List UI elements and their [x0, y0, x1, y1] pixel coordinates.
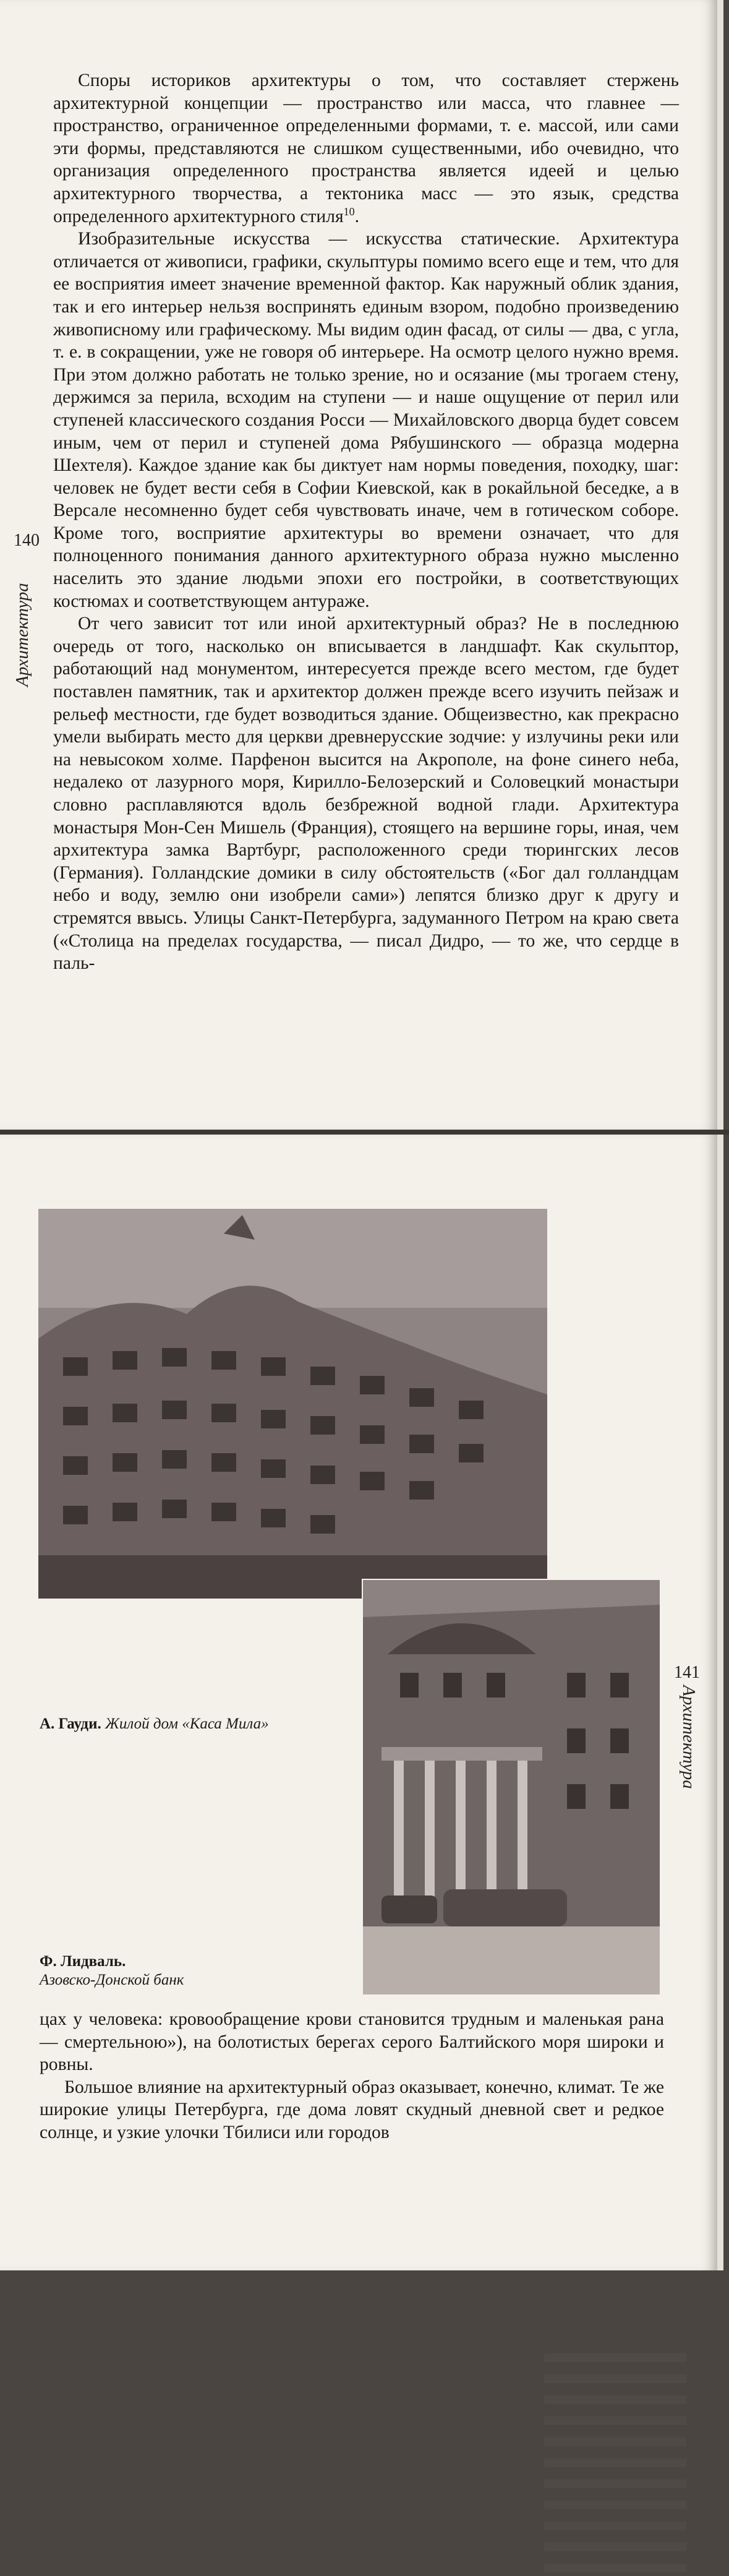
- azov-don-bank-photo: [362, 1579, 661, 1996]
- page-number: 141: [674, 1663, 700, 1682]
- right-page: [0, 1135, 723, 2270]
- footnote-mark: 10: [343, 205, 355, 218]
- right-page-text: [40, 2008, 664, 2144]
- paragraph: Споры историков архитектуры о том, что составляет стержень архитектурной концепции — пространство или масса, что главнее — пространство, ограниченное определенными формами, т. е. массой, или сами эти формы, представляются не слишком существенными, ибо очевидно, что организация определенного пространства является идеей и целью архитектурного творчества, а тектоника масс — это язык, средства определенного архитектурного стиля$^{10}$.: [53, 71, 679, 226]
- paragraph: Большое влияние на архитектурный образ оказывает, конечно, климат. Те же широкие улицы Петербурга, где дома ловят скудный дневной свет и редкое солнце, и узкие улочки Тбилиси или городов: [40, 2077, 664, 2142]
- caption-title: Азовско-Донской банк: [40, 1972, 184, 1988]
- page-number: 140: [14, 531, 40, 550]
- left-page: [0, 0, 723, 1130]
- running-title: Архитектура: [679, 1685, 699, 1789]
- page-divider: [0, 1130, 729, 1135]
- left-page-text: [53, 69, 679, 975]
- caption-casa-mila: [40, 1715, 336, 1733]
- paragraph: Изобразительные искусства — искусства статические. Архитектура отличается от живописи, графики, скульптуры помимо всего еще и тем, что для ее восприятия имеет значение временной фактор. Как наружный облик здания, так и его интерьер нельзя воспринять единым взором, подобно произведению живописному или графическому. Мы видим один фасад, от силы — два, с угла, т. е. в сокращении, уже не говоря об интерьере. На осмотр целого нужно время. При этом должно работать не только зрение, но и осязание (мы трогаем стену, держимся за перила, всходим на ступени — и наше ощущение от перил или ступеней классического создания Росси — Михайловского дворца будет совсем иным, чем от перил и ступеней дома Рябушинского — образца модерна Шехтеля). Каждое здание как бы диктует нам нормы поведения, походку, шаг: человек не будет вести себя в Софии Киевской, как в рокайльной беседке, а в Версале несомненно будет себя чувствовать иначе, чем в готическом соборе. Кроме того, восприятие архитектуры во времени означает, что для полноценного понимания данного архитектурного образа нужно мысленно населить это здание людьми эпохи его постройки, в соответствующих костюмах и соответствующем антураже.: [53, 229, 679, 611]
- running-title: Архитектура: [12, 583, 32, 687]
- caption-title: Жилой дом «Каса Мила»: [104, 1715, 269, 1732]
- casa-mila-photo: [38, 1209, 547, 1599]
- caption-azov-don-bank: [40, 1952, 336, 1990]
- bleed-through-text: [544, 2341, 686, 2576]
- paragraph: От чего зависит тот или иной архитектурный образ? Не в последнюю очередь от того, насколько он вписывается в ландшафт. Как скульптор, работающий над монументом, интересуется прежде всего местом, где будет поставлен памятник, так и архитектор должен прежде всего изучить пейзаж и рельеф местности, где будет возводиться здание. Общеизвестно, как прекрасно умели выбирать место для церкви древнерусские зодчие: у излучины реки или на невысоком холме. Парфенон высится на Акрополе, на фоне синего неба, недалеко от лазурного моря, Кирилло-Белозерский и Соловецкий монастыри словно расплавляются вдоль безбрежной водной глади. Архитектура монастыря Мон-Сен Мишель (Франция), стоящего на вершине горы, иная, чем архитектура замка Вартбург, расположенного среди тюрингских лесов (Германия). Голландские домики в силу обстоятельств («Бог дал голландцам небо и воду, землю они изобрели сами») лепятся близко друг к другу и стремятся ввысь. Улицы Санкт-Петербурга, задуманного Петром на краю света («Столица на пределах государства, — писал Дидро, — то же, что сердце в паль-: [53, 614, 679, 974]
- caption-author: А. Гауди.: [40, 1715, 101, 1732]
- caption-author: Ф. Лидваль.: [40, 1953, 126, 1970]
- paragraph: цах у человека: кровообращение крови становится трудным и маленькая рана — смертельною»), на болотистых берегах серого Балтийского моря широки и ровны.: [40, 2009, 664, 2075]
